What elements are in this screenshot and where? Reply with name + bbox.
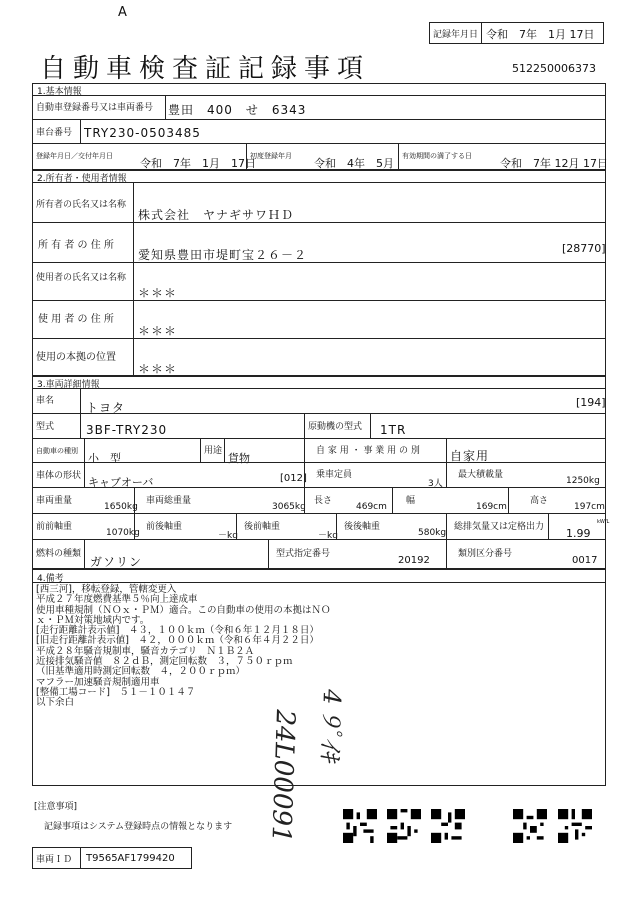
maker-label: 車名 [36,396,55,406]
section-4-header: 4.備考 [37,574,64,584]
private-value: 自家用 [450,449,490,463]
designation-label: 型式指定番号 [276,549,331,559]
first-reg-label: 初度登録年月 [250,152,292,160]
remark-line: 平成２７年度燃費基準５％向上達成車 [36,594,198,606]
section-3-header: 3.車両詳細情報 [37,380,100,390]
owner-code: [28770] [562,242,606,255]
page-title: 自動車検査証記録事項 [40,54,371,84]
fuel-label: 燃料の種類 [36,549,82,559]
qr-code-icon [558,809,592,843]
kind-value: 小 型 [88,452,121,465]
front-axle-value: 1070kg [106,528,140,538]
model-value: 3BF-TRY230 [86,423,168,437]
remark-line: 平成２８年騒音規制車，騒音カテゴリ Ｎ１Ｂ２Ａ [36,645,255,657]
weight-label: 車両重量 [36,496,73,506]
qr-code-icon [513,809,547,843]
section-1-header: 1.基本情報 [37,87,82,97]
remark-line: 使用車種規制（ＮＯｘ・ＰＭ）適合。この自動車の使用の本拠はＮＯ [36,604,331,616]
base-location-value: ＊＊＊ [138,362,178,376]
remark-line: （旧基準適用時測定回転数 ４，２００ｒｐｍ） [36,666,246,678]
rear-front-axle-label: 後前軸重 [244,522,281,532]
qr-code-icon [387,809,421,843]
designation-value: 20192 [398,555,430,566]
rear-axle-value: 580kg [418,528,447,538]
owner-name-label: 所有者の氏名又は名称 [36,200,127,210]
displacement-unit: kW/L [597,519,610,525]
reg-date-label: 登録年月日／交付年月日 [36,152,113,160]
vehicle-id-label: 車両ＩＤ [36,855,73,865]
front-axle2-label: 前後軸重 [146,522,183,532]
model-label: 型式 [36,422,55,432]
owner-name-value: 株式会社 ヤナギサワＨＤ [138,208,295,222]
reg-date-value: 令和 7年 1月 17日 [140,157,256,170]
remark-line: マフラー加速騒音規制適用車 [36,676,160,688]
remark-line: 近接排気騒音値 ８２ｄＢ，測定回転数 ３，７５０ｒｐｍ [36,656,293,668]
remark-line: [旧走行距離計表示値] ４２，０００ｋｍ（令和６年４月２２日） [36,635,319,647]
front-axle2-value: －kg [218,531,238,541]
marker-a: A [118,5,127,20]
reg-number-label: 自動車登録番号又は車両番号 [36,103,154,113]
qr-code-icon [343,809,377,843]
max-load-label: 最大積載量 [458,470,504,480]
capacity-value: 3人 [428,479,443,489]
qr-code-icon [431,809,465,843]
gross-weight-label: 車両総重量 [146,496,192,506]
handwritten-note-2: 4 9ﾟｲｷ [315,688,347,763]
notes-text: 記録事項はシステム登録時点の情報となります [44,822,233,832]
record-date-value: 令和 7年 1月 17日 [486,28,595,41]
chassis-label: 車台番号 [36,128,73,138]
length-label: 長さ [314,496,333,506]
user-name-value: ＊＊＊ [138,286,178,300]
displacement-label: 総排気量又は定格出力 [454,522,545,532]
remark-line: ｘ・ＰＭ対策地域内です。 [36,614,150,626]
maker-code: [194] [576,396,606,409]
shape-label: 車体の形状 [36,471,82,481]
maker-value: トヨタ [86,401,126,415]
height-label: 高さ [530,496,549,506]
first-reg-value: 令和 4年 5月 [314,157,394,170]
private-label: 自 家 用 ・ 事 業 用 の 別 [316,446,420,456]
user-address-label: 使 用 者 の 住 所 [38,314,114,325]
remark-line: 以下余白 [36,697,75,709]
user-name-label: 使用者の氏名又は名称 [36,273,127,283]
owner-address-label: 所 有 者 の 住 所 [38,240,114,251]
kind-label: 自動車の種別 [36,447,78,455]
fuel-value: ガソリン [90,555,143,569]
vehicle-id-value: T9565AF1799420 [86,853,175,864]
chassis-value: TRY230-0503485 [84,126,201,140]
notes-header: [注意事項] [34,802,78,812]
class-value: 0017 [572,555,598,566]
displacement-value: 1.99 [566,527,591,540]
section-2-header: 2.所有者・使用者情報 [37,174,127,184]
rear-front-axle-value: －kg [318,531,338,541]
reg-number-value: 豊田 400 せ 6343 [168,103,307,117]
handwritten-note-1: 24L00091 [265,708,300,843]
class-label: 類別区分番号 [458,549,513,559]
record-date-label: 記録年月日 [433,30,479,40]
base-location-label: 使用の本拠の位置 [36,352,116,363]
use-value: 貨物 [228,452,250,465]
engine-label: 原動機の型式 [308,422,363,432]
width-label: 幅 [406,496,416,506]
weight-value: 1650kg [104,502,138,512]
expiry-value: 令和 7年 12月 17日 [500,157,608,170]
engine-value: 1TR [380,423,407,437]
gross-weight-value: 3065kg [272,502,306,512]
remark-line: [西三河]，移転登録，管轄変更入 [36,584,177,595]
use-label: 用途 [204,446,223,456]
capacity-label: 乗車定員 [316,470,353,480]
length-value: 469cm [356,502,387,512]
shape-value: キャブオーバ [88,476,154,489]
user-address-value: ＊＊＊ [138,324,178,338]
front-axle-label: 前前軸重 [36,522,73,532]
shape-code: [012] [280,473,307,484]
height-value: 197cm [574,502,605,512]
remarks-text [36,585,331,709]
expiry-label: 有効期間の満了する日 [402,152,472,160]
remark-line: [走行距離計表示値] ４３，１００ｋｍ（令和６年１２月１８日） [36,625,319,637]
owner-address-value: 愛知県豊田市堤町宝２６－２ [138,248,308,262]
document-number: 512250006373 [512,62,596,75]
max-load-value: 1250kg [566,476,600,486]
remark-line: [整備工場コード] ５１－１０１４７ [36,686,196,698]
rear-axle-label: 後後軸重 [344,522,381,532]
width-value: 169cm [476,502,507,512]
